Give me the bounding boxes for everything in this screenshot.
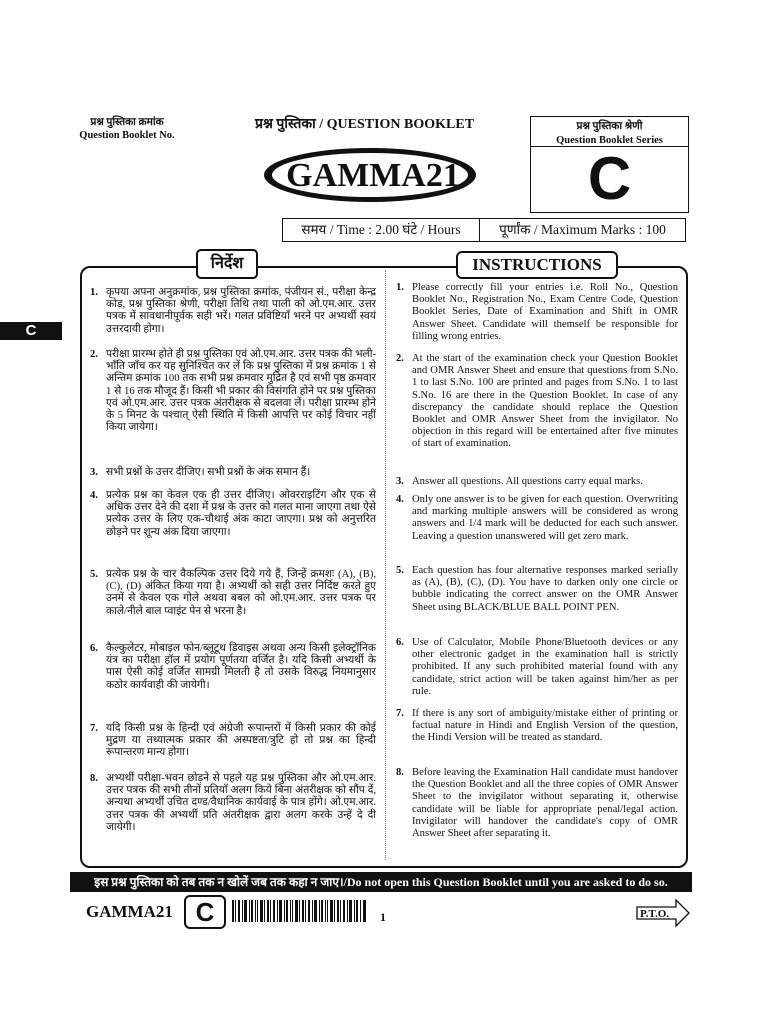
series-label-english: Question Booklet Series [556, 135, 663, 146]
series-label-hindi: प्रश्न पुस्तिका श्रेणी [576, 121, 643, 132]
item-number: 2. [396, 353, 404, 364]
booklet-number-label-hindi: प्रश्न पुस्तिका क्रमांक [90, 117, 164, 128]
time-field: समय / Time : 2.00 घंटे / Hours [283, 219, 480, 241]
item-number: 3. [396, 476, 404, 487]
item-number: 6. [396, 637, 404, 648]
item-number: 1. [90, 287, 98, 298]
list-item [90, 490, 376, 539]
item-text: If there is any sort of ambiguity/mistake either of printing or factual nature in Hindi and English Version of the question, the Hindi Version will be treated as standard. [412, 708, 678, 744]
item-text: Answer all questions. All questions carry equal marks. [412, 476, 643, 487]
list-item [90, 467, 376, 479]
item-text: प्रत्येक प्रश्न के चार वैकल्पिक उत्तर दिये गये हैं, जिन्हें क्रमशः (A), (B), (C), (D) अंकित किया गया है। अभ्यर्थी को सही उत्तर निर्दिष्ट करते हुए उनमें से केवल एक गोले अथवा बबल को ओ.एम.आर. उत्तर पत्रक पर काले/नीले बाल प्वाइंट पेन से भरना है। [106, 569, 376, 617]
item-text: कैल्कुलेटर, मोबाइल फोन/ब्लूटूथ डिवाइस अथवा अन्य किसी इलेक्ट्रॉनिक यंत्र का परीक्षा हॉल में प्रयोग पूर्णतया वर्जित है। यदि किसी अभ्यर्थी के पास ऐसी कोई वर्जित सामग्री मिलती है तो उसके विरुद्ध नियमानुसार कठोर कार्यवाही की जायेगी। [106, 643, 376, 691]
time-marks-box [282, 218, 686, 242]
item-number: 7. [396, 708, 404, 719]
list-item [396, 565, 678, 614]
list-item [90, 773, 376, 834]
item-text: यदि किसी प्रश्न के हिन्दी एवं अंग्रेजी रूपान्तरों में किसी प्रकार की कोई मुद्रण या तथ्यात्मक प्रकार की अस्पष्टता/त्रुटि हो तो प्रश्न का हिन्दी रूपान्तरण मान्य होगा। [106, 723, 376, 759]
list-item [396, 767, 678, 840]
list-item [90, 643, 376, 692]
series-label [531, 117, 688, 147]
list-item [90, 723, 376, 760]
item-number: 6. [90, 643, 98, 654]
item-text: Only one answer is to be given for each question. Overwriting and marking multiple answers will be considered as wrong answers and 1/4 mark will be deducted for each such answer. Leaving a question unanswered will get zero mark. [412, 494, 678, 542]
exam-code: GAMMA21 [286, 157, 460, 194]
marks-field: पूर्णांक / Maximum Marks : 100 [499, 222, 666, 237]
list-item [396, 708, 678, 745]
footer-exam-code: GAMMA21 [86, 902, 173, 921]
item-text: Please correctly fill your entries i.e. Roll No., Question Booklet No., Registration No., Exam Centre Code, Question Booklet Series, Date of Examination and Shift in OMR Answer Sheet. Candidate will themself be responsible for filling wrong entries. [412, 282, 678, 342]
item-number: 1. [396, 282, 404, 293]
footer-series-letter: C [184, 895, 226, 929]
barcode-icon [232, 900, 366, 922]
item-text: Before leaving the Examination Hall candidate must handover the Question Booklet and all the three copies of OMR Answer Sheet to the invigilator without separating it, otherwise candidate will be liable for appropriate penal/legal action. Invigilator will handover the candidate's copy of OMR Answer Sheet after separating it. [412, 767, 678, 840]
item-number: 2. [90, 349, 98, 360]
item-number: 4. [90, 490, 98, 501]
list-item [396, 494, 678, 543]
item-text: कृपया अपना अनुक्रमांक, प्रश्न पुस्तिका क्रमांक, पंजीयन सं., परीक्षा केन्द्र कोड, प्रश्न पुस्तिका श्रेणी, परीक्षा तिथि तथा पाली को ओ.एम.आर. उत्तर पत्रक में सावधानीपूर्वक सही भरें। गलत प्रविष्टियाँ भरने पर अभ्यर्थी स्वयं उत्तरदायी होगा। [106, 287, 376, 335]
item-number: 4. [396, 494, 404, 505]
booklet-number-label [62, 116, 192, 142]
item-text: Use of Calculator, Mobile Phone/Bluetooth devices or any other electronic gadget in the examination hall is strictly prohibited. If any such prohibited material found with any candidate, strict action will be taken against him/her as per rule. [412, 637, 678, 697]
english-instructions-heading: INSTRUCTIONS [456, 251, 618, 279]
series-letter: C [587, 145, 632, 212]
list-item [396, 637, 678, 698]
hindi-instructions-heading: निर्देश [196, 249, 258, 279]
list-item [396, 353, 678, 451]
page-title: प्रश्न पुस्तिका / QUESTION BOOKLET [255, 117, 475, 132]
list-item [396, 282, 678, 343]
list-item [90, 287, 376, 336]
item-number: 8. [396, 767, 404, 778]
do-not-open-banner: इस प्रश्न पुस्तिका को तब तक न खोलें जब तक कहा न जाए।/Do not open this Question Booklet until you are asked to do so. [70, 872, 692, 892]
item-text: प्रत्येक प्रश्न का केवल एक ही उत्तर दीजिए। ओवरराइटिंग और एक से अधिक उत्तर देने की दशा में प्रश्न के उत्तर को गलत माना जाएगा तथा ऐसे प्रत्येक उत्तर के लिए एक-चौथाई अंक काटा जाएगा। प्रश्न को अनुत्तरित छोड़ने पर शून्य अंक दिया जाएगा। [106, 490, 376, 538]
item-text: Each question has four alternative responses marked serially as (A), (B), (C), (D). You have to darken only one circle or bubble indicating the correct answer on the OMR Answer Sheet using BLACK/BLUE BALL POINT PEN. [412, 565, 678, 613]
list-item [90, 349, 376, 434]
column-divider [385, 270, 386, 860]
item-text: परीक्षा प्रारम्भ होते ही प्रश्न पुस्तिका एवं ओ.एम.आर. उत्तर पत्रक की भली-भाँति जाँच कर यह सुनिश्चित कर लें कि प्रश्न पुस्तिका में प्रश्न क्रमांक 1 से अन्तिम क्रमांक 100 तक सभी प्रश्न क्रमवार मुद्रित है एवं सभी पृष्ठ क्रमवार 1 से 16 तक मौजूद हैं। किसी भी प्रकार की विसंगति होने पर प्रश्न पुस्तिका एवं ओ.एम.आर. उत्तर पत्रक अंतरीक्षक से बदलवा लें। परीक्षा प्रारम्भ होने के 5 मिनट के पश्चात् ऐसी स्थिति में किसी आपत्ति पर कोई विचार नहीं किया जायेगा। [106, 349, 376, 434]
item-number: 5. [90, 569, 98, 580]
booklet-number-label-english: Question Booklet No. [79, 130, 175, 141]
item-number: 3. [90, 467, 98, 478]
item-text: At the start of the examination check your Question Booklet and OMR Answer Sheet and ensure that questions from S.No. 1 to last S.No. 100 are printed and pages from S.No. 1 to last S.No. 16 are there in the Question Booklet. In case of any discrepancy the candidate should replace the Question Booklet and OMR Answer Sheet from the invigilator. No objection in this regard will be entertained after five minutes of start of examination. [412, 353, 678, 450]
list-item [396, 476, 678, 488]
series-box [530, 116, 689, 213]
list-item [90, 569, 376, 618]
item-number: 5. [396, 565, 404, 576]
item-number: 8. [90, 773, 98, 784]
page-number: 1 [380, 910, 386, 924]
pto-label: P.T.O. [640, 908, 670, 920]
item-text: अभ्यर्थी परीक्षा-भवन छोड़ने से पहले यह प्रश्न पुस्तिका और ओ.एम.आर. उत्तर पत्रक की सभी तीनों प्रतियाँ अलग किये बिना अंतरीक्षक को सौंप दें, अन्यथा अभ्यर्थी उचित दण्ड/वैधानिक कार्यवाई के पात्र होंगे। ओ.एम.आर. उत्तर पत्रक की अभ्यर्थी प्रति अंतरीक्षक द्वारा अलग करके उन्हें दे दी जायेगी। [106, 773, 376, 833]
item-number: 7. [90, 723, 98, 734]
item-text: सभी प्रश्नों के उत्तर दीजिए। सभी प्रश्नों के अंक समान हैं। [106, 467, 311, 478]
series-side-tab: C [0, 322, 62, 340]
